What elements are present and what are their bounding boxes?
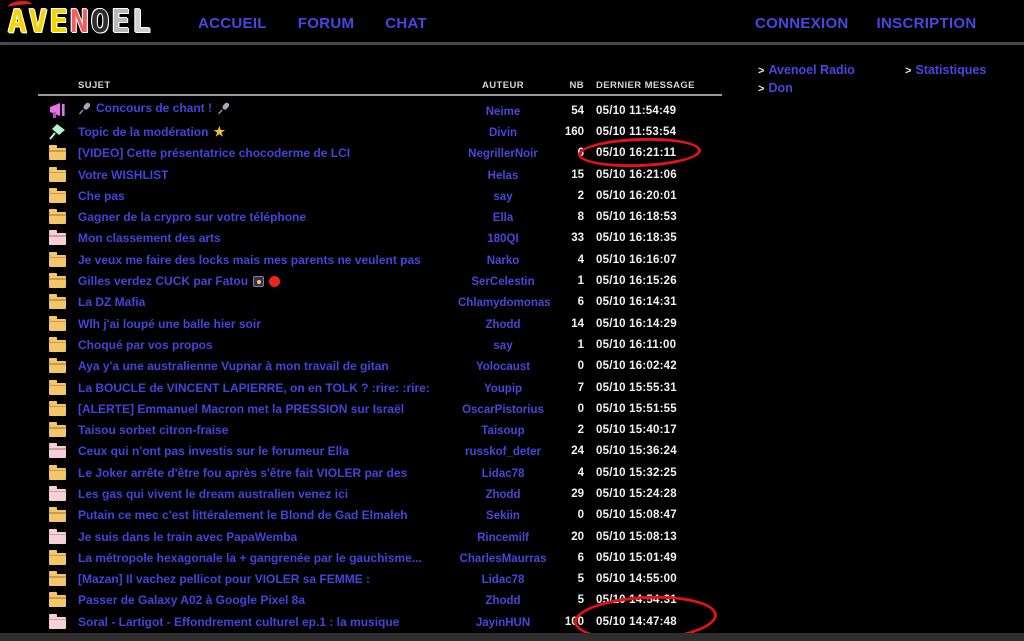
topic-title-cell xyxy=(78,187,458,205)
folder-yellow-icon xyxy=(49,359,66,373)
topic-author-cell xyxy=(458,208,548,226)
header-sujet: SUJET xyxy=(78,80,111,91)
link-don[interactable]: Don xyxy=(768,81,793,95)
megaphone-icon xyxy=(49,103,68,119)
logo-letter: V xyxy=(28,4,50,40)
reply-count: 160 xyxy=(564,125,584,138)
topic-title-link[interactable] xyxy=(78,210,306,224)
topic-title-cell xyxy=(78,400,458,418)
table-row xyxy=(38,206,722,227)
folder-yellow-icon xyxy=(49,146,66,160)
topic-title-cell xyxy=(78,272,458,290)
topic-title-link[interactable] xyxy=(78,551,422,565)
table-row xyxy=(38,164,722,185)
topic-type-cell xyxy=(38,338,78,352)
topic-title-link[interactable] xyxy=(78,253,421,267)
author-link[interactable]: say xyxy=(493,339,513,352)
reply-count: 4 xyxy=(577,253,584,266)
last-message-time: 05/10 15:01:49 xyxy=(596,551,677,564)
topic-author-cell xyxy=(458,421,548,439)
topic-author-cell xyxy=(458,549,548,567)
table-row xyxy=(38,356,722,377)
folder-yellow-icon xyxy=(49,295,66,309)
topic-title-text: Soral - Lartigot - Effondrement culturel ep.1 : la musique xyxy=(78,614,400,629)
last-message-time: 05/10 16:20:01 xyxy=(596,189,677,202)
topic-title-cell xyxy=(78,166,458,184)
reply-count: 6 xyxy=(577,296,584,309)
author-link[interactable]: 180QI xyxy=(487,233,519,246)
topic-title-cell xyxy=(78,421,458,439)
reply-count: 0 xyxy=(577,360,584,373)
reply-count: 100 xyxy=(564,615,584,628)
table-row xyxy=(38,526,722,547)
topic-author-cell xyxy=(458,528,548,546)
topic-type-cell xyxy=(38,168,78,182)
table-row xyxy=(38,313,722,334)
topic-title-link[interactable] xyxy=(78,444,349,458)
microphone-icon xyxy=(78,102,91,115)
author-link[interactable]: Yolocaust xyxy=(475,361,531,374)
last-message-time: 05/10 15:51:55 xyxy=(596,402,677,415)
folder-yellow-icon xyxy=(49,317,66,331)
topic-type-cell xyxy=(38,615,78,629)
topic-author-cell xyxy=(458,442,548,460)
topic-title-link[interactable] xyxy=(78,317,261,331)
picture-emoji-icon xyxy=(253,276,264,287)
author-link[interactable]: say xyxy=(493,190,513,203)
topic-author-cell xyxy=(458,613,548,631)
topic-title-text: La métropole hexagonale la + gangrenée par le gauchisme... xyxy=(78,550,422,565)
table-row xyxy=(38,292,722,313)
last-message-time: 05/10 14:54:31 xyxy=(596,594,677,607)
author-link[interactable]: Zhodd xyxy=(485,488,521,501)
author-link[interactable]: Zhodd xyxy=(485,595,521,608)
topic-author-cell xyxy=(458,144,548,162)
sidebar-item-statistiques xyxy=(905,63,986,77)
author-link[interactable]: Narko xyxy=(486,254,520,267)
topic-title-cell xyxy=(78,123,458,141)
reply-count: 0 xyxy=(577,509,584,522)
topic-author-cell xyxy=(458,464,548,482)
link-statistiques[interactable]: Statistiques xyxy=(915,63,987,77)
topic-title-link[interactable] xyxy=(78,101,230,115)
topic-title-cell xyxy=(78,485,458,503)
folder-yellow-icon xyxy=(49,253,66,267)
logo-letter: O xyxy=(90,4,112,40)
reply-count: 7 xyxy=(577,381,584,394)
topic-type-cell xyxy=(38,146,78,160)
folder-yellow-icon xyxy=(49,381,66,395)
header-dernier-message: DERNIER MESSAGE xyxy=(596,80,695,91)
topic-title-text: [VIDEO] Cette présentatrice chocoderme de LCI xyxy=(78,146,351,161)
topic-type-cell xyxy=(38,508,78,522)
nav-inscription[interactable]: INSCRIPTION xyxy=(876,15,977,32)
last-message-time: 05/10 15:08:47 xyxy=(596,509,677,522)
topic-author-cell xyxy=(458,400,548,418)
topic-title-link[interactable] xyxy=(78,274,280,288)
topic-author-cell xyxy=(458,336,548,354)
topic-title-cell xyxy=(78,229,458,247)
last-message-time: 05/10 15:08:13 xyxy=(596,530,677,543)
folder-pink-icon xyxy=(49,444,66,458)
topic-title-cell xyxy=(78,208,458,226)
author-link[interactable]: Rincemilf xyxy=(477,531,529,544)
topic-title-text: La BOUCLE de VINCENT LAPIERRE, on en TOLK ? :rire: :rire: xyxy=(78,380,430,395)
reply-count: 6 xyxy=(577,147,584,160)
topic-title-link[interactable] xyxy=(78,593,305,607)
table-body xyxy=(38,100,722,632)
folder-pink-icon xyxy=(49,615,66,629)
logo-letter: L xyxy=(132,4,153,40)
topic-title-text: Topic de la modération xyxy=(78,124,209,139)
author-link[interactable]: Lidac78 xyxy=(481,467,525,480)
folder-yellow-icon xyxy=(49,593,66,607)
top-bar xyxy=(0,0,1024,42)
reply-count: 2 xyxy=(577,189,584,202)
topic-title-cell xyxy=(78,357,458,375)
topic-author-cell xyxy=(458,315,548,333)
topic-type-cell xyxy=(38,210,78,224)
topic-title-link[interactable] xyxy=(78,125,225,139)
nav-forum[interactable]: FORUM xyxy=(297,15,355,32)
topic-author-cell xyxy=(458,187,548,205)
table-row xyxy=(38,547,722,568)
topic-title-text: Putain ce mec c'est littéralement le Blond de Gad Elmaleh xyxy=(78,508,408,523)
topic-title-cell xyxy=(78,293,458,311)
topic-author-cell xyxy=(458,123,548,141)
header-divider xyxy=(0,42,1024,45)
table-row xyxy=(38,270,722,291)
header-auteur: AUTEUR xyxy=(482,80,524,91)
topic-title-cell xyxy=(78,613,458,631)
topic-author-cell xyxy=(458,102,548,120)
reply-count: 33 xyxy=(571,232,584,245)
sidebar-item-avenoel-radio xyxy=(758,63,855,77)
last-message-time: 05/10 14:55:00 xyxy=(596,573,677,586)
topic-title-text: Che pas xyxy=(78,188,125,203)
topic-title-link[interactable] xyxy=(78,615,399,629)
topic-type-cell xyxy=(38,593,78,607)
topic-title-cell xyxy=(78,549,458,567)
topic-title-link[interactable] xyxy=(78,359,389,373)
topic-type-cell xyxy=(38,423,78,437)
logo-letter: N xyxy=(70,4,91,40)
last-message-time: 05/10 14:47:48 xyxy=(596,615,677,628)
last-message-time: 05/10 15:40:17 xyxy=(596,424,677,437)
topic-type-cell xyxy=(38,359,78,373)
topic-author-cell xyxy=(458,251,548,269)
topic-title-text: Ceux qui n'ont pas investis sur le forumeur Ella xyxy=(78,444,349,459)
topic-title-text: Les gas qui vivent le dream australien venez ici xyxy=(78,486,349,501)
reply-count: 5 xyxy=(577,573,584,586)
author-link[interactable]: OscarPistorius xyxy=(462,403,544,416)
reply-count: 15 xyxy=(571,168,584,181)
topic-author-cell xyxy=(458,485,548,503)
topic-title-link[interactable] xyxy=(78,189,125,203)
author-link[interactable]: Divin xyxy=(488,126,518,139)
last-message-time: 05/10 11:54:49 xyxy=(596,104,677,117)
topic-title-cell xyxy=(78,591,458,609)
last-message-time: 05/10 15:55:31 xyxy=(596,381,677,394)
microphone-icon xyxy=(217,102,230,115)
author-link[interactable]: Chlamydomonas xyxy=(458,297,551,310)
topic-title-cell xyxy=(78,336,458,354)
topic-title-text: Je veux me faire des locks mais mes parents ne veulent pas xyxy=(78,252,421,267)
reply-count: 24 xyxy=(571,445,584,458)
topic-title-text: Passer de Galaxy A02 à Google Pixel 8a xyxy=(78,593,306,608)
reply-count: 29 xyxy=(571,487,584,500)
author-link[interactable]: Lidac78 xyxy=(481,574,525,587)
folder-yellow-icon xyxy=(49,210,66,224)
last-message-time: 05/10 16:02:42 xyxy=(596,360,677,373)
topic-title-text: Taisou sorbet citron-fraise xyxy=(78,423,229,438)
topic-type-cell xyxy=(38,317,78,331)
folder-yellow-icon xyxy=(49,508,66,522)
topic-type-cell xyxy=(38,487,78,501)
topic-author-cell xyxy=(458,570,548,588)
table-row xyxy=(38,483,722,504)
topic-author-cell xyxy=(458,272,548,290)
reply-count: 20 xyxy=(571,530,584,543)
topic-title-cell xyxy=(78,506,458,524)
last-message-time: 05/10 16:18:35 xyxy=(596,232,677,245)
folder-yellow-icon xyxy=(49,423,66,437)
topic-type-cell xyxy=(38,444,78,458)
table-row xyxy=(38,419,722,440)
topic-title-link[interactable] xyxy=(78,381,430,395)
table-row xyxy=(38,100,722,121)
topic-type-cell xyxy=(38,295,78,309)
topic-title-link[interactable] xyxy=(78,572,370,586)
topic-type-cell xyxy=(38,189,78,203)
topic-author-cell xyxy=(458,379,548,397)
topic-title-text: Le Joker arrête d'être fou après s'être fait VIOLER par des xyxy=(78,465,408,480)
main-nav xyxy=(198,15,427,32)
topic-type-cell xyxy=(38,253,78,267)
table-row xyxy=(38,185,722,206)
topic-title-text: La DZ Mafia xyxy=(78,295,146,310)
topic-title-text: Mon classement des arts xyxy=(78,231,221,246)
topic-title-cell xyxy=(78,570,458,588)
author-link[interactable]: Sekiin xyxy=(486,510,520,523)
folder-yellow-icon xyxy=(49,572,66,586)
topic-title-link[interactable] xyxy=(78,168,168,182)
topic-title-cell xyxy=(78,101,458,120)
folder-pink-icon xyxy=(49,530,66,544)
bottom-divider xyxy=(0,633,1024,641)
topic-title-text: Choqué par vos propos xyxy=(78,337,213,352)
folder-yellow-icon xyxy=(49,551,66,565)
nav-connexion[interactable]: CONNEXION xyxy=(755,15,849,32)
author-link[interactable]: russkof_deter xyxy=(464,446,542,459)
topic-type-cell xyxy=(38,530,78,544)
author-link[interactable]: CharlesMaurras xyxy=(459,552,547,565)
topic-title-link[interactable] xyxy=(78,295,145,309)
topic-title-text: Je suis dans le train avec PapaWemba xyxy=(78,529,298,544)
logo-letter: E xyxy=(111,4,133,40)
author-link[interactable]: NegrillerNoir xyxy=(468,148,538,161)
topic-title-text: Votre WISHLIST xyxy=(78,167,169,182)
table-row xyxy=(38,441,722,462)
chevron-right-icon: > xyxy=(758,65,765,77)
author-link[interactable]: Ella xyxy=(492,212,514,225)
reply-count: 5 xyxy=(577,594,584,607)
auth-nav xyxy=(755,15,977,32)
nav-accueil[interactable]: ACCUEIL xyxy=(198,15,267,32)
last-message-time: 05/10 15:36:24 xyxy=(596,445,677,458)
topic-title-text: Gilles verdez CUCK par Fatou xyxy=(78,274,249,289)
table-row xyxy=(38,505,722,526)
last-message-time: 05/10 16:14:31 xyxy=(596,296,677,309)
topic-title-cell xyxy=(78,144,458,162)
topic-title-cell xyxy=(78,464,458,482)
last-message-time: 05/10 16:15:26 xyxy=(596,275,677,288)
reply-count: 54 xyxy=(571,104,584,117)
topic-title-text: Wlh j'ai loupé une balle hier soir xyxy=(78,316,261,331)
reply-count: 2 xyxy=(577,424,584,437)
link-avenoel-radio[interactable]: Avenoel Radio xyxy=(768,63,855,77)
author-link[interactable]: Zhodd xyxy=(485,318,521,331)
last-message-time: 05/10 11:53:54 xyxy=(596,125,677,138)
topic-type-cell xyxy=(38,402,78,416)
folder-pink-icon xyxy=(49,487,66,501)
topic-author-cell xyxy=(458,229,548,247)
last-message-time: 05/10 16:16:07 xyxy=(596,253,677,266)
topic-title-text: Aya y'a une australienne Vupnar à mon travail de gitan xyxy=(78,359,389,374)
topic-title-link[interactable] xyxy=(78,146,350,160)
reply-count: 4 xyxy=(577,466,584,479)
chevron-right-icon: > xyxy=(758,83,765,95)
folder-yellow-icon xyxy=(49,189,66,203)
topic-title-link[interactable] xyxy=(78,423,228,437)
topic-author-cell xyxy=(458,357,548,375)
topic-title-link[interactable] xyxy=(78,338,213,352)
topic-title-text: [ALERTE] Emmanuel Macron met la PRESSION sur Israël xyxy=(78,401,405,416)
author-link[interactable]: Helas xyxy=(487,169,519,182)
last-message-time: 05/10 16:21:11 xyxy=(596,147,677,160)
topic-title-link[interactable] xyxy=(78,402,404,416)
last-message-time: 05/10 16:18:53 xyxy=(596,211,677,224)
table-row xyxy=(38,462,722,483)
topic-title-link[interactable] xyxy=(78,487,348,501)
topic-title-cell xyxy=(78,442,458,460)
topic-title-text: Concours de chant ! xyxy=(96,101,213,116)
table-row xyxy=(38,334,722,355)
author-link[interactable]: SerCelestin xyxy=(471,276,535,289)
topic-title-cell xyxy=(78,315,458,333)
reply-count: 1 xyxy=(577,338,584,351)
author-link[interactable]: Neime xyxy=(485,105,521,118)
topic-title-text: [Mazan] Il vachez pellicot pour VIOLER sa FEMME : xyxy=(78,572,371,587)
topic-title-cell xyxy=(78,379,458,397)
nav-chat[interactable]: CHAT xyxy=(385,15,428,32)
topic-type-cell xyxy=(38,551,78,565)
topic-type-cell xyxy=(38,124,78,140)
author-link[interactable]: JayinHUN xyxy=(475,616,531,629)
last-message-time: 05/10 16:21:06 xyxy=(596,168,677,181)
table-row xyxy=(38,377,722,398)
topic-title-link[interactable] xyxy=(78,508,408,522)
topic-title-link[interactable] xyxy=(78,231,221,245)
topic-title-link[interactable] xyxy=(78,466,407,480)
table-row xyxy=(38,569,722,590)
last-message-time: 05/10 16:11:00 xyxy=(596,338,677,351)
star-icon: ★ xyxy=(213,124,226,139)
topic-author-cell xyxy=(458,506,548,524)
reply-count: 1 xyxy=(577,275,584,288)
reply-count: 14 xyxy=(571,317,584,330)
logo-letter: A xyxy=(8,4,29,40)
topic-title-cell xyxy=(78,528,458,546)
reply-count: 6 xyxy=(577,551,584,564)
reply-count: 0 xyxy=(577,402,584,415)
topic-title-cell xyxy=(78,251,458,269)
folder-pink-icon xyxy=(49,231,66,245)
folder-yellow-icon xyxy=(49,168,66,182)
folder-yellow-icon xyxy=(49,402,66,416)
last-message-time: 05/10 16:14:29 xyxy=(596,317,677,330)
topic-title-link[interactable] xyxy=(78,530,297,544)
table-row xyxy=(38,249,722,270)
last-message-time: 05/10 15:24:28 xyxy=(596,487,677,500)
folder-yellow-icon xyxy=(49,338,66,352)
author-link[interactable]: Taisoup xyxy=(481,425,525,438)
topic-type-cell xyxy=(38,231,78,245)
topic-author-cell xyxy=(458,166,548,184)
folder-yellow-icon xyxy=(49,274,66,288)
topic-author-cell xyxy=(458,591,548,609)
topic-type-cell xyxy=(38,466,78,480)
reply-count: 8 xyxy=(577,211,584,224)
sidebar-item-don xyxy=(758,81,793,95)
topic-title-text: Gagner de la crypro sur votre téléphone xyxy=(78,210,307,225)
last-message-time: 05/10 15:32:25 xyxy=(596,466,677,479)
red-circle-icon xyxy=(269,276,280,287)
topic-type-cell xyxy=(38,274,78,288)
topic-type-cell xyxy=(38,572,78,586)
header-nb: NB xyxy=(569,80,584,91)
table-row xyxy=(38,228,722,249)
pushpin-icon xyxy=(49,124,66,140)
logo-letter: E xyxy=(49,4,71,40)
author-link[interactable]: Youpip xyxy=(483,382,523,395)
table-header xyxy=(38,79,722,96)
chevron-right-icon: > xyxy=(905,65,912,77)
table-row xyxy=(38,398,722,419)
topic-type-cell xyxy=(38,103,78,119)
topic-type-cell xyxy=(38,381,78,395)
folder-yellow-icon xyxy=(49,466,66,480)
topic-author-cell xyxy=(458,293,551,311)
